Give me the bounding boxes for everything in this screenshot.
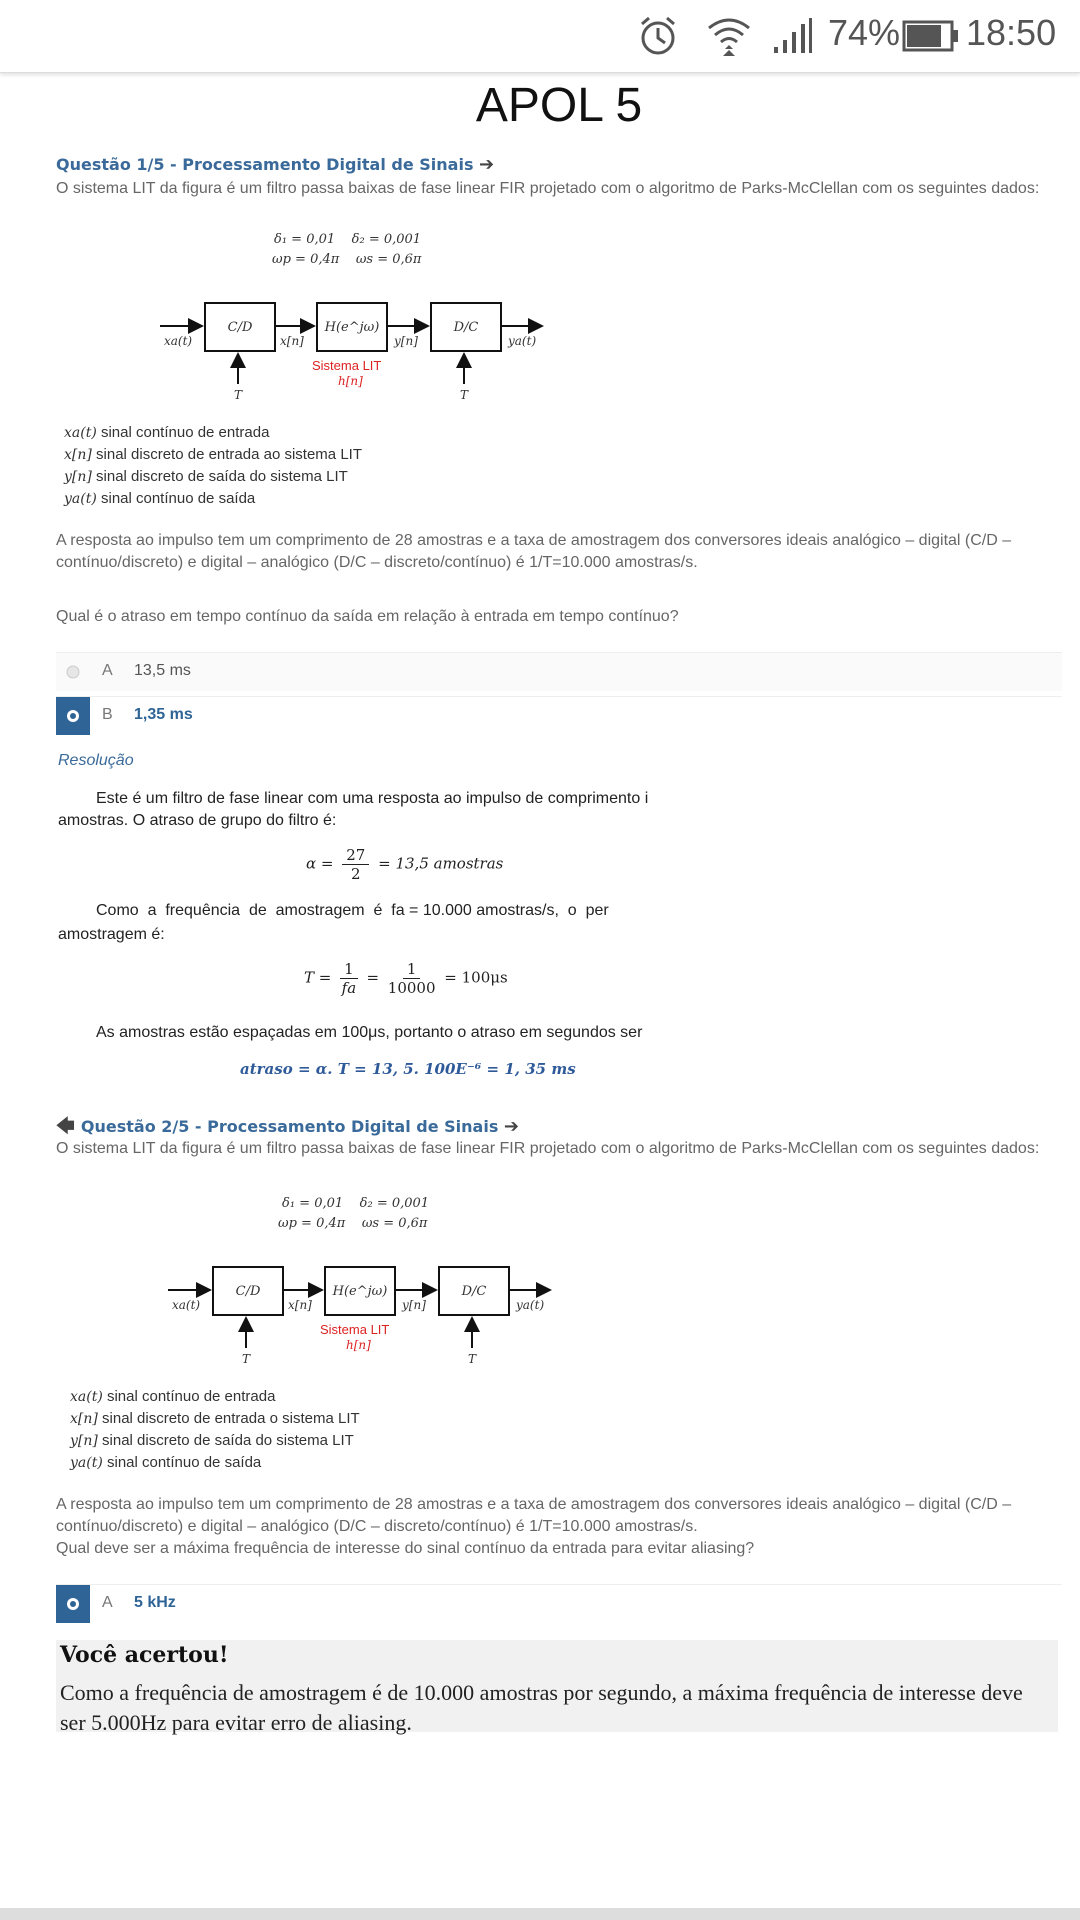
q1-question: Qual é o atraso em tempo contínuo da saída em relação à entrada em tempo contínuo? [56, 608, 679, 625]
q1-t1-label: T [234, 388, 243, 402]
q1-h-box: H(e^jω) [316, 302, 388, 352]
question-1-intro: O sistema LIT da figura é um filtro passa baixas de fase linear FIR projetado com o algoritmo de Parks-McClellan com os seguintes dados: [56, 180, 1040, 197]
feedback-title: Você acertou! [60, 1642, 229, 1668]
q1-yn-label: y[n] [394, 334, 418, 348]
q2-question: Qual deve ser a máxima frequência de interesse do sinal contínuo da entrada para evitar aliasing? [56, 1540, 755, 1557]
q1-cd-box: C/D [204, 302, 276, 352]
q1-hn-label: h[n] [338, 374, 363, 388]
q2-option-a-radio[interactable] [56, 1585, 90, 1623]
resolution-line5: As amostras estão espaçadas em 100μs, portanto o atraso em segundos ser [96, 1024, 643, 1041]
q2-dc-box: D/C [438, 1266, 510, 1316]
q2-system-label: Sistema LIT [320, 1322, 390, 1337]
q2-t1-label: T [242, 1352, 251, 1366]
q2-t2-label: T [468, 1352, 477, 1366]
q1-option-b-radio[interactable] [56, 697, 90, 735]
q1-def-row: x[n] sinal discreto de entrada ao sistema LIT [64, 446, 362, 463]
question-2-title: Questão 2/5 - Processamento Digital de Sinais [80, 1117, 499, 1136]
q2-output-label: ya(t) [516, 1298, 545, 1312]
wifi-icon [706, 14, 752, 58]
q2-body-line2: contínuo/discreto) e digital – analógico (D/C – discreto/contínuo) é 1/T=10.000 amostras/s. [56, 1518, 698, 1535]
q2-option-a-text: 5 kHz [134, 1594, 176, 1611]
q1-xn-label: x[n] [280, 334, 304, 348]
q2-xn-label: x[n] [288, 1298, 312, 1312]
q1-option-b-text: 1,35 ms [134, 706, 193, 723]
q1-block-diagram [158, 296, 548, 406]
q2-definitions [70, 1386, 360, 1474]
q1-input-label: xa(t) [164, 334, 193, 348]
q2-cd-box: C/D [212, 1266, 284, 1316]
q1-def-row: y[n] sinal discreto de saída do sistema LIT [64, 468, 348, 485]
q1-option-a-letter: A [102, 662, 113, 679]
q2-input-label: xa(t) [172, 1298, 201, 1312]
next-arrow-icon[interactable]: ➔ [479, 154, 495, 175]
question-2-intro: O sistema LIT da figura é um filtro passa baixas de fase linear FIR projetado com o algoritmo de Parks-McClellan com os seguintes dados: [56, 1140, 1040, 1157]
q2-h-box: H(e^jω) [324, 1266, 396, 1316]
q1-output-label: ya(t) [508, 334, 537, 348]
resolution-line1: Este é um filtro de fase linear com uma resposta ao impulso de comprimento i [96, 790, 649, 807]
q1-definitions [64, 422, 362, 510]
q2-option-a-letter: A [102, 1594, 113, 1611]
question-1-header [56, 154, 494, 175]
q2-block-diagram [166, 1260, 556, 1370]
q1-option-a-radio[interactable] [56, 653, 90, 691]
q2-def-row: ya(t) sinal contínuo de saída [70, 1454, 262, 1471]
q2-params-line2: ωp = 0,4π ωs = 0,6π [278, 1216, 428, 1231]
q2-def-row: xa(t) sinal contínuo de entrada [70, 1388, 276, 1405]
q2-def-row: x[n] sinal discreto de entrada o sistema LIT [70, 1410, 360, 1427]
next-arrow-icon[interactable]: ➔ [503, 1116, 520, 1137]
q1-option-b[interactable] [56, 696, 1062, 735]
resolution-line4: amostragem é: [58, 926, 165, 943]
q1-dc-box: D/C [430, 302, 502, 352]
battery-percent: 74% [828, 12, 901, 53]
q1-def-row: xa(t) sinal contínuo de entrada [64, 424, 270, 441]
resolution-title: Resolução [58, 752, 134, 769]
alarm-icon [636, 14, 680, 58]
battery-icon [902, 20, 960, 52]
q1-option-b-letter: B [102, 706, 113, 723]
page-title: APOL 5 [475, 79, 643, 132]
equation-period: T = $\frac{1}{fa}$ = $\frac{1}{10000}$ = 100μs [304, 960, 508, 997]
q1-body-line1: A resposta ao impulso tem um comprimento de 28 amostras e a taxa de amostragem dos conversores ideais analógico – digital (C/D – [56, 532, 1012, 549]
q2-body-line1: A resposta ao impulso tem um comprimento de 28 amostras e a taxa de amostragem dos conversores ideais analógico – digital (C/D – [56, 1496, 1012, 1513]
q1-t2-label: T [460, 388, 469, 402]
q1-system-label: Sistema LIT [312, 358, 382, 373]
bottom-bar [0, 1908, 1080, 1920]
q2-def-row: y[n] sinal discreto de saída do sistema LIT [70, 1432, 354, 1449]
q1-option-a[interactable] [56, 652, 1062, 691]
q2-yn-label: y[n] [402, 1298, 426, 1312]
q1-params-line1: δ₁ = 0,01 δ₂ = 0,001 [274, 232, 422, 247]
feedback-box [56, 1640, 1058, 1735]
q1-def-row: ya(t) sinal contínuo de saída [64, 490, 256, 507]
q2-hn-label: h[n] [346, 1338, 371, 1352]
q1-body-line2: contínuo/discreto) e digital – analógico (D/C – discreto/contínuo) é 1/T=10.000 amostras/s. [56, 554, 698, 571]
q2-params-line1: δ₁ = 0,01 δ₂ = 0,001 [282, 1196, 430, 1211]
signal-icon [774, 18, 812, 54]
q1-option-a-text: 13,5 ms [134, 662, 191, 679]
feedback-text [60, 1678, 1058, 1738]
status-bar [0, 0, 1080, 73]
q1-params-line2: ωp = 0,4π ωs = 0,6π [272, 252, 422, 267]
resolution-line2: amostras. O atraso de grupo do filtro é: [58, 812, 337, 829]
feedback-line2: ser 5.000Hz para evitar erro de aliasing. [60, 1710, 412, 1735]
feedback-line1: Como a frequência de amostragem é de 10.000 amostras por segundo, a máxima frequência de interesse deve [60, 1680, 1023, 1705]
clock: 18:50 [966, 12, 1057, 53]
question-1-title: Questão 1/5 - Processamento Digital de Sinais [56, 155, 474, 174]
prev-arrow-icon[interactable]: 🡄 [56, 1116, 81, 1137]
equation-delay: atraso = α. T = 13, 5. 100E⁻⁶ = 1, 35 ms [240, 1060, 576, 1078]
equation-alpha: α = $\frac{27}{2}$ = 13,5 amostras [306, 846, 504, 883]
resolution-line3: Como a frequência de amostragem é fa = 10.000 amostras/s, o per [96, 902, 609, 919]
q2-option-a[interactable] [56, 1584, 1062, 1623]
